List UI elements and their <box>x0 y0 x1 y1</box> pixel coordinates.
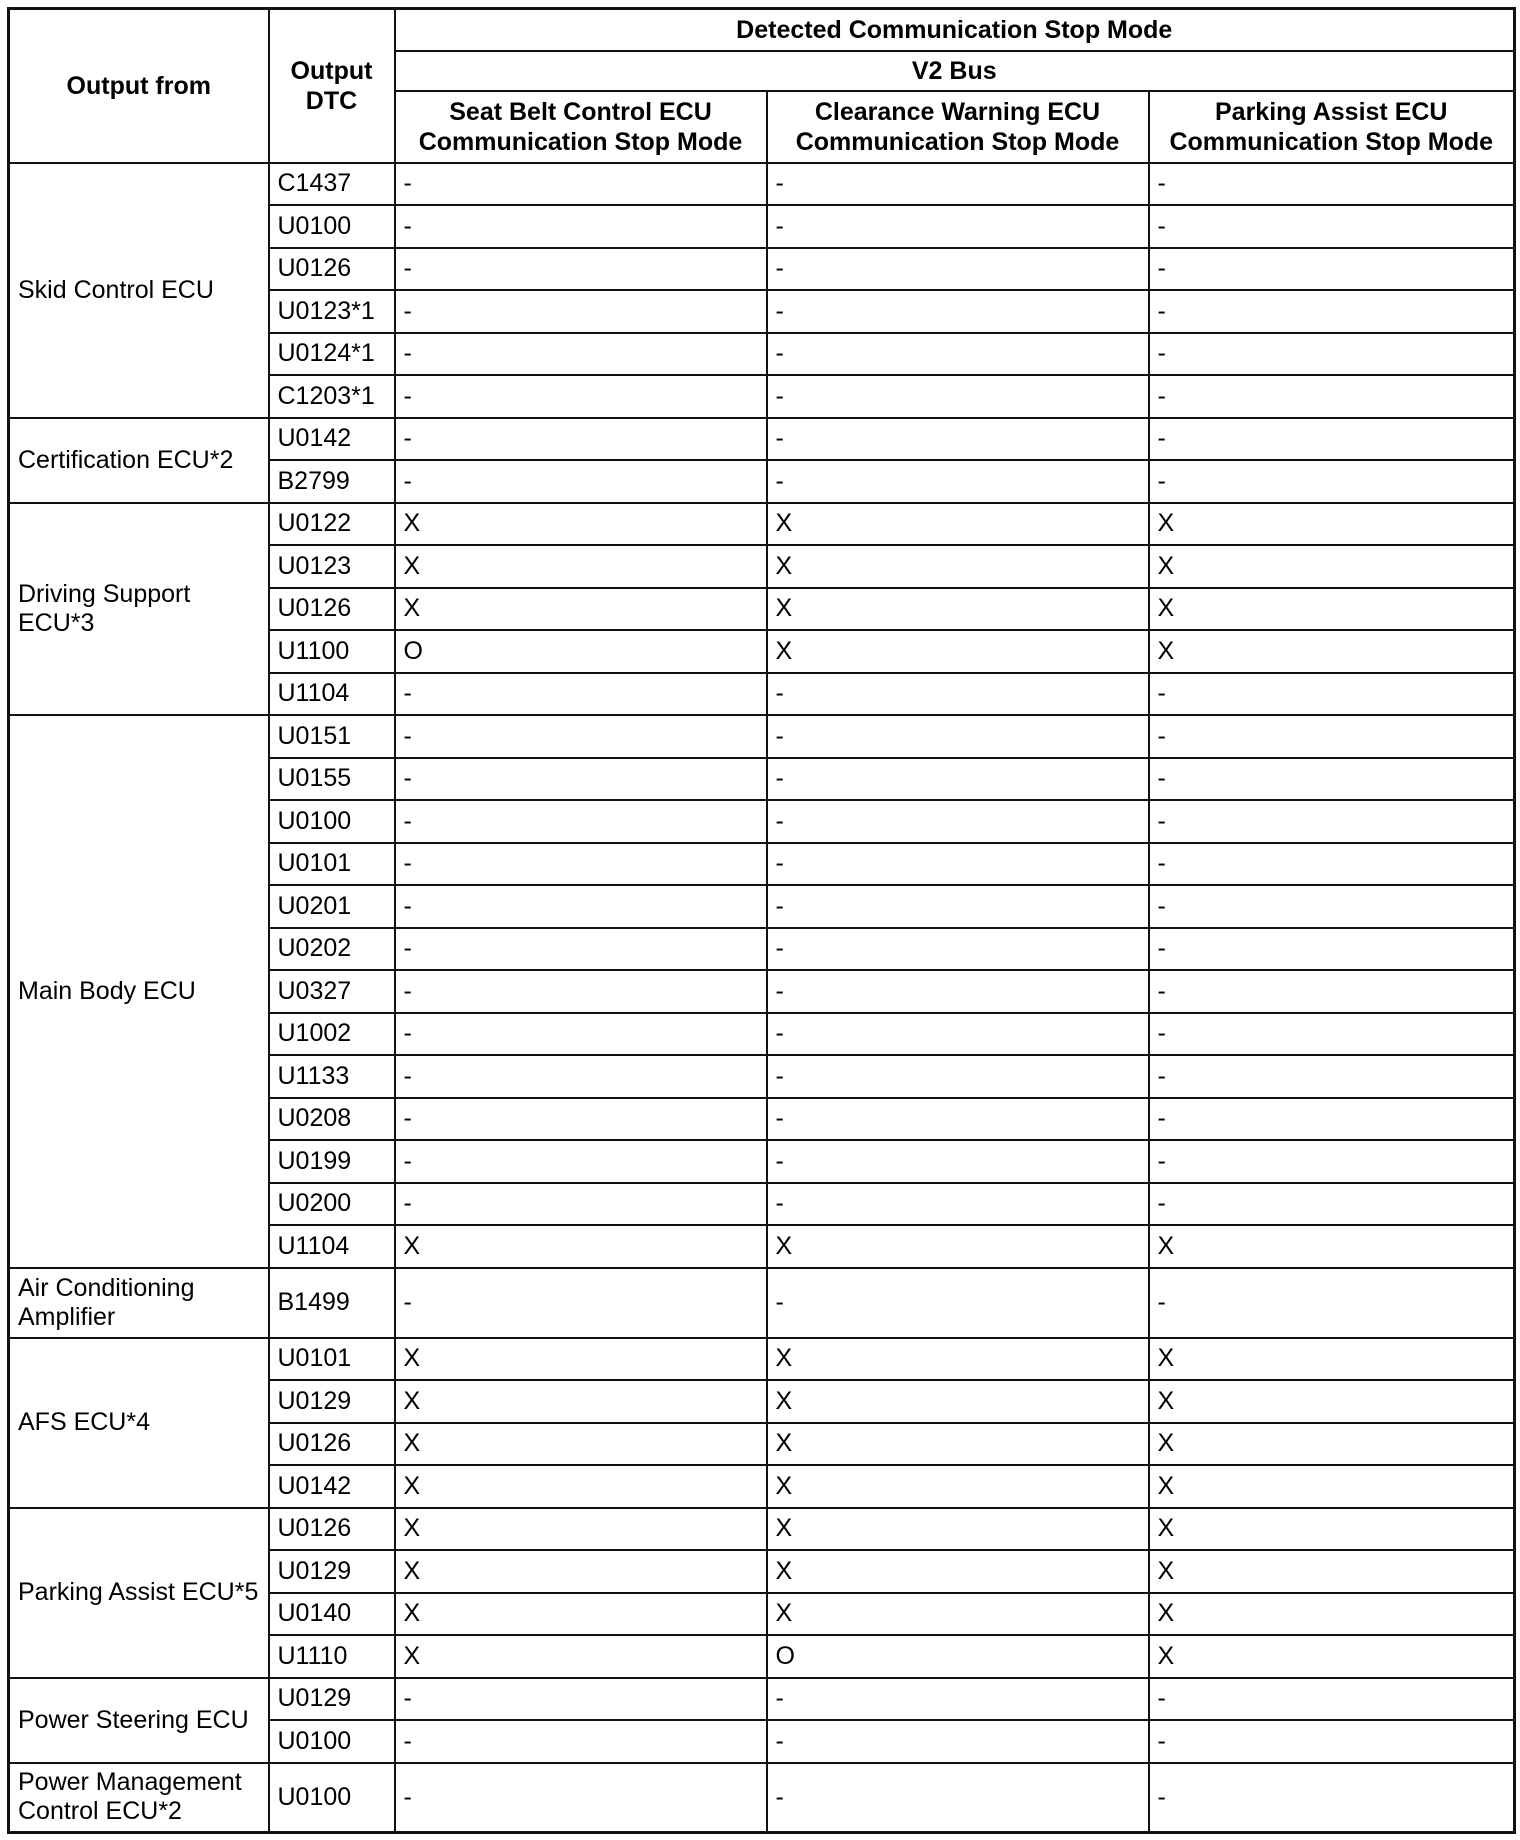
seat-belt-mode-value: - <box>395 1183 767 1226</box>
dtc-code: U0142 <box>269 418 395 461</box>
clearance-warning-mode-value: X <box>767 545 1149 588</box>
parking-assist-mode-value: - <box>1149 673 1515 716</box>
seat-belt-mode-value: X <box>395 1550 767 1593</box>
parking-assist-mode-value: - <box>1149 460 1515 503</box>
dtc-code: B2799 <box>269 460 395 503</box>
output-from-ecu: Power Management Control ECU*2 <box>9 1763 269 1833</box>
clearance-warning-mode-value: X <box>767 1380 1149 1423</box>
seat-belt-mode-value: X <box>395 1380 767 1423</box>
dtc-code: U0155 <box>269 758 395 801</box>
dtc-code: U0200 <box>269 1183 395 1226</box>
parking-assist-mode-value: - <box>1149 1268 1515 1338</box>
dtc-code: C1437 <box>269 163 395 206</box>
dtc-code: U0140 <box>269 1593 395 1636</box>
parking-assist-mode-value: X <box>1149 1380 1515 1423</box>
dtc-code: U0201 <box>269 885 395 928</box>
clearance-warning-mode-value: O <box>767 1635 1149 1678</box>
parking-assist-mode-value: X <box>1149 1635 1515 1678</box>
dtc-code: U0151 <box>269 715 395 758</box>
header-output-from: Output from <box>9 9 269 163</box>
output-from-ecu: Driving Support ECU*3 <box>9 503 269 716</box>
parking-assist-mode-value: X <box>1149 1508 1515 1551</box>
table-row <box>9 1268 1515 1338</box>
dtc-code: U0123*1 <box>269 290 395 333</box>
clearance-warning-mode-value: - <box>767 1720 1149 1763</box>
seat-belt-mode-value: X <box>395 1593 767 1636</box>
clearance-warning-mode-value: X <box>767 503 1149 546</box>
parking-assist-mode-value: X <box>1149 630 1515 673</box>
table-row <box>9 1678 1515 1721</box>
clearance-warning-mode-value: X <box>767 1465 1149 1508</box>
table-row <box>9 1338 1515 1381</box>
clearance-warning-mode-value: X <box>767 1338 1149 1381</box>
seat-belt-mode-value: - <box>395 843 767 886</box>
seat-belt-mode-value: - <box>395 1098 767 1141</box>
clearance-warning-mode-value: - <box>767 885 1149 928</box>
clearance-warning-mode-value: - <box>767 375 1149 418</box>
seat-belt-mode-value: - <box>395 970 767 1013</box>
dtc-code: U0208 <box>269 1098 395 1141</box>
clearance-warning-mode-value: - <box>767 163 1149 206</box>
dtc-code: U0126 <box>269 1423 395 1466</box>
parking-assist-mode-value: - <box>1149 333 1515 376</box>
seat-belt-mode-value: - <box>395 1763 767 1833</box>
output-from-ecu: Skid Control ECU <box>9 163 269 418</box>
parking-assist-mode-value: X <box>1149 1423 1515 1466</box>
clearance-warning-mode-value: X <box>767 588 1149 631</box>
dtc-code: U0129 <box>269 1380 395 1423</box>
clearance-warning-mode-value: X <box>767 1593 1149 1636</box>
seat-belt-mode-value: X <box>395 545 767 588</box>
seat-belt-mode-value: - <box>395 715 767 758</box>
dtc-code: U1110 <box>269 1635 395 1678</box>
parking-assist-mode-value: - <box>1149 1763 1515 1833</box>
dtc-code: U0100 <box>269 1763 395 1833</box>
seat-belt-mode-value: - <box>395 1055 767 1098</box>
parking-assist-mode-value: X <box>1149 1338 1515 1381</box>
parking-assist-mode-value: X <box>1149 1465 1515 1508</box>
output-from-ecu: Air Conditioning Amplifier <box>9 1268 269 1338</box>
table-row <box>9 163 1515 206</box>
parking-assist-mode-value: - <box>1149 1720 1515 1763</box>
table-header <box>9 9 1515 163</box>
parking-assist-mode-value: X <box>1149 503 1515 546</box>
parking-assist-mode-value: - <box>1149 885 1515 928</box>
clearance-warning-mode-value: - <box>767 1678 1149 1721</box>
output-from-ecu: Main Body ECU <box>9 715 269 1268</box>
seat-belt-mode-value: - <box>395 163 767 206</box>
clearance-warning-mode-value: - <box>767 1013 1149 1056</box>
seat-belt-mode-value: - <box>395 418 767 461</box>
output-from-ecu: AFS ECU*4 <box>9 1338 269 1508</box>
parking-assist-mode-value: X <box>1149 1550 1515 1593</box>
table-row <box>9 418 1515 461</box>
dtc-code: C1203*1 <box>269 375 395 418</box>
clearance-warning-mode-value: - <box>767 970 1149 1013</box>
seat-belt-mode-value: X <box>395 1225 767 1268</box>
seat-belt-mode-value: - <box>395 673 767 716</box>
clearance-warning-mode-value: - <box>767 418 1149 461</box>
dtc-code: U0142 <box>269 1465 395 1508</box>
dtc-code: U0100 <box>269 205 395 248</box>
parking-assist-mode-value: X <box>1149 545 1515 588</box>
seat-belt-mode-value: - <box>395 800 767 843</box>
header-parking-assist-mode: Parking Assist ECU Communication Stop Mode <box>1149 91 1515 163</box>
parking-assist-mode-value: - <box>1149 758 1515 801</box>
parking-assist-mode-value: - <box>1149 418 1515 461</box>
dtc-code: U1100 <box>269 630 395 673</box>
header-clearance-warning-mode: Clearance Warning ECU Communication Stop Mode <box>767 91 1149 163</box>
parking-assist-mode-value: - <box>1149 843 1515 886</box>
table-row <box>9 1508 1515 1551</box>
seat-belt-mode-value: X <box>395 1635 767 1678</box>
clearance-warning-mode-value: - <box>767 1183 1149 1226</box>
seat-belt-mode-value: - <box>395 885 767 928</box>
seat-belt-mode-value: - <box>395 758 767 801</box>
seat-belt-mode-value: - <box>395 375 767 418</box>
parking-assist-mode-value: - <box>1149 715 1515 758</box>
parking-assist-mode-value: - <box>1149 163 1515 206</box>
clearance-warning-mode-value: - <box>767 928 1149 971</box>
clearance-warning-mode-value: - <box>767 1055 1149 1098</box>
clearance-warning-mode-value: - <box>767 673 1149 716</box>
dtc-code: U1104 <box>269 673 395 716</box>
seat-belt-mode-value: - <box>395 1678 767 1721</box>
seat-belt-mode-value: - <box>395 1268 767 1338</box>
seat-belt-mode-value: X <box>395 1465 767 1508</box>
table-row <box>9 1763 1515 1833</box>
dtc-code: U0100 <box>269 800 395 843</box>
dtc-code: U0122 <box>269 503 395 546</box>
clearance-warning-mode-value: - <box>767 843 1149 886</box>
dtc-code: U0101 <box>269 843 395 886</box>
seat-belt-mode-value: - <box>395 248 767 291</box>
parking-assist-mode-value: - <box>1149 1013 1515 1056</box>
clearance-warning-mode-value: - <box>767 715 1149 758</box>
output-from-ecu: Power Steering ECU <box>9 1678 269 1763</box>
parking-assist-mode-value: - <box>1149 290 1515 333</box>
dtc-code: U0100 <box>269 1720 395 1763</box>
seat-belt-mode-value: X <box>395 1508 767 1551</box>
dtc-code: U0101 <box>269 1338 395 1381</box>
seat-belt-mode-value: - <box>395 333 767 376</box>
parking-assist-mode-value: - <box>1149 1183 1515 1226</box>
clearance-warning-mode-value: - <box>767 1268 1149 1338</box>
parking-assist-mode-value: - <box>1149 1140 1515 1183</box>
table-body <box>9 163 1515 1833</box>
seat-belt-mode-value: X <box>395 1423 767 1466</box>
header-seat-belt-mode: Seat Belt Control ECU Communication Stop Mode <box>395 91 767 163</box>
dtc-code: U0129 <box>269 1678 395 1721</box>
clearance-warning-mode-value: X <box>767 1225 1149 1268</box>
parking-assist-mode-value: X <box>1149 588 1515 631</box>
parking-assist-mode-value: X <box>1149 1593 1515 1636</box>
seat-belt-mode-value: O <box>395 630 767 673</box>
table-row <box>9 715 1515 758</box>
parking-assist-mode-value: X <box>1149 1225 1515 1268</box>
clearance-warning-mode-value: X <box>767 630 1149 673</box>
parking-assist-mode-value: - <box>1149 970 1515 1013</box>
dtc-code: U0129 <box>269 1550 395 1593</box>
clearance-warning-mode-value: - <box>767 1098 1149 1141</box>
clearance-warning-mode-value: - <box>767 460 1149 503</box>
header-v2-bus: V2 Bus <box>395 51 1515 91</box>
dtc-code: U0327 <box>269 970 395 1013</box>
header-detected-mode: Detected Communication Stop Mode <box>395 9 1515 51</box>
parking-assist-mode-value: - <box>1149 248 1515 291</box>
seat-belt-mode-value: - <box>395 460 767 503</box>
seat-belt-mode-value: - <box>395 290 767 333</box>
parking-assist-mode-value: - <box>1149 800 1515 843</box>
dtc-code: U0199 <box>269 1140 395 1183</box>
seat-belt-mode-value: - <box>395 928 767 971</box>
seat-belt-mode-value: X <box>395 588 767 631</box>
dtc-code: U0202 <box>269 928 395 971</box>
clearance-warning-mode-value: - <box>767 1140 1149 1183</box>
dtc-code: U1002 <box>269 1013 395 1056</box>
seat-belt-mode-value: - <box>395 1720 767 1763</box>
seat-belt-mode-value: - <box>395 1140 767 1183</box>
dtc-communication-stop-table <box>7 7 1516 1834</box>
dtc-code: U0126 <box>269 1508 395 1551</box>
dtc-code: B1499 <box>269 1268 395 1338</box>
clearance-warning-mode-value: X <box>767 1508 1149 1551</box>
clearance-warning-mode-value: - <box>767 758 1149 801</box>
seat-belt-mode-value: - <box>395 1013 767 1056</box>
parking-assist-mode-value: - <box>1149 205 1515 248</box>
clearance-warning-mode-value: - <box>767 1763 1149 1833</box>
clearance-warning-mode-value: - <box>767 290 1149 333</box>
clearance-warning-mode-value: - <box>767 248 1149 291</box>
seat-belt-mode-value: X <box>395 1338 767 1381</box>
dtc-code: U0123 <box>269 545 395 588</box>
header-output-dtc: Output DTC <box>269 9 395 163</box>
dtc-code: U1133 <box>269 1055 395 1098</box>
output-from-ecu: Certification ECU*2 <box>9 418 269 503</box>
parking-assist-mode-value: - <box>1149 1098 1515 1141</box>
parking-assist-mode-value: - <box>1149 375 1515 418</box>
seat-belt-mode-value: X <box>395 503 767 546</box>
dtc-code: U0124*1 <box>269 333 395 376</box>
seat-belt-mode-value: - <box>395 205 767 248</box>
clearance-warning-mode-value: X <box>767 1423 1149 1466</box>
parking-assist-mode-value: - <box>1149 1055 1515 1098</box>
clearance-warning-mode-value: X <box>767 1550 1149 1593</box>
dtc-code: U0126 <box>269 248 395 291</box>
clearance-warning-mode-value: - <box>767 333 1149 376</box>
clearance-warning-mode-value: - <box>767 205 1149 248</box>
parking-assist-mode-value: - <box>1149 1678 1515 1721</box>
clearance-warning-mode-value: - <box>767 800 1149 843</box>
output-from-ecu: Parking Assist ECU*5 <box>9 1508 269 1678</box>
dtc-code: U0126 <box>269 588 395 631</box>
table-row <box>9 503 1515 546</box>
dtc-code: U1104 <box>269 1225 395 1268</box>
parking-assist-mode-value: - <box>1149 928 1515 971</box>
